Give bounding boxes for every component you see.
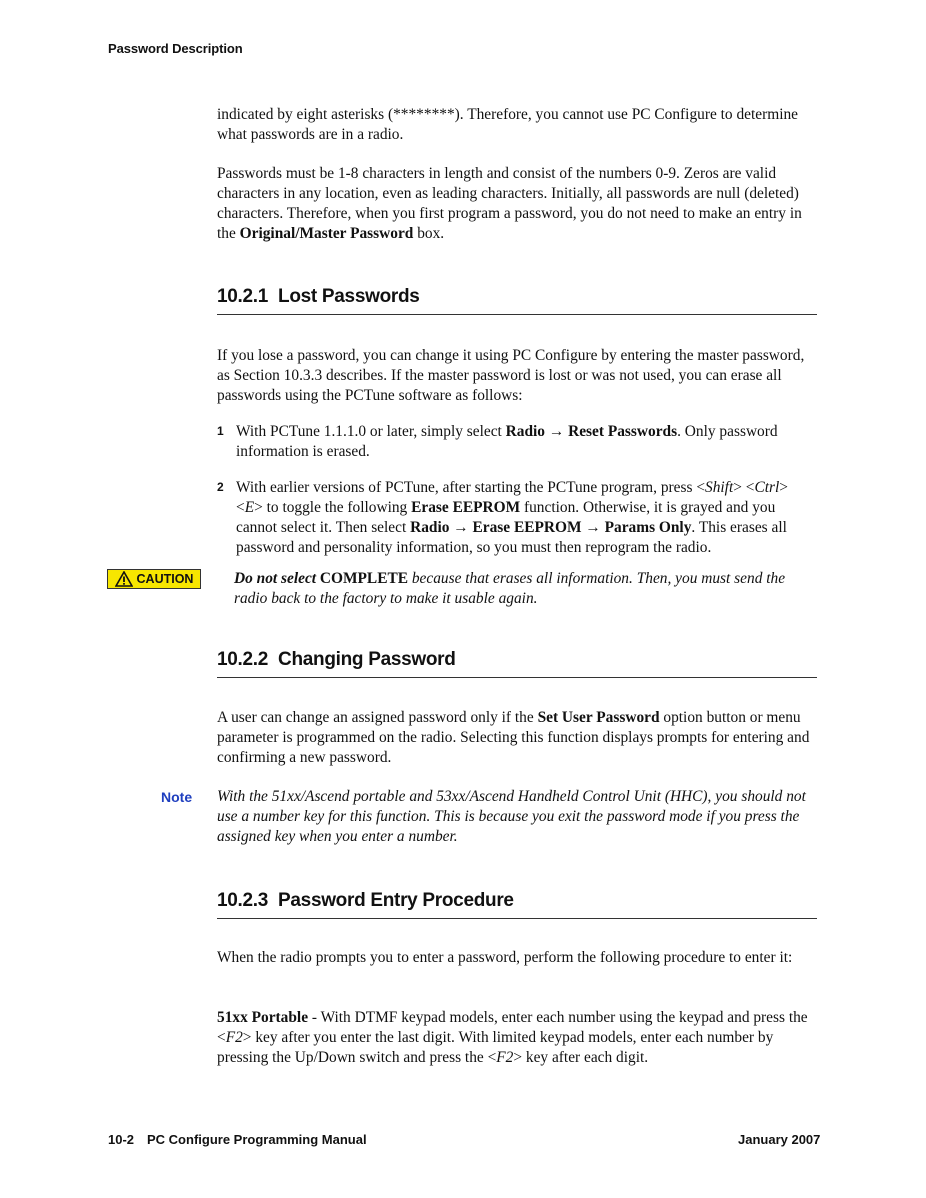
changing-text-c: option button or menu parameter is programmed on the radio. Selecting this function displays prompts for entering and confirming a new password.	[217, 709, 810, 766]
section-title: Lost Passwords	[278, 286, 420, 307]
password-entry-paragraph: When the radio prompts you to enter a password, perform the following procedure to enter it:	[217, 949, 793, 966]
intro-section	[217, 105, 817, 145]
step1-text-d: . Only password information is erased.	[236, 423, 778, 460]
menu-term-reset-passwords: Reset Passwords	[568, 423, 678, 440]
section-title: Password Entry Procedure	[278, 890, 514, 911]
note-label: Note	[161, 789, 193, 805]
footer-date: January 2007	[738, 1132, 821, 1147]
step2-text-c: > <	[236, 479, 788, 516]
caution-text-tail: because that erases all information. Then, you must send the radio back to the factory to make it usable again.	[234, 570, 786, 607]
portable-51xx-term: 51xx Portable	[217, 1009, 309, 1026]
step-text	[236, 478, 817, 558]
portable-51xx-block	[217, 1008, 817, 1068]
section-heading-changing-password	[217, 649, 817, 678]
menu-term-params-only: Params Only	[604, 519, 692, 536]
section-number: 10.2.2	[217, 649, 269, 670]
intro-p2-tail: box.	[413, 225, 445, 242]
step-text	[236, 422, 817, 462]
lost-passwords-intro-block	[217, 346, 817, 406]
arrow-icon: →	[581, 519, 605, 536]
intro-paragraph-2-block	[217, 164, 817, 244]
password-entry-intro-block	[217, 948, 817, 968]
step2-text-b: > <	[733, 479, 755, 496]
portable-text-b: - With DTMF keypad models, enter each number using the keypad and press the <	[217, 1009, 808, 1046]
arrow-icon: →	[545, 423, 569, 440]
portable-text-c: > key after you enter the last digit. With limited keypad models, enter each number by pressing the Up/Down switch and press the <	[217, 1029, 774, 1066]
step-number: 1	[217, 424, 224, 438]
key-shift: Shift	[705, 479, 734, 496]
note-block	[217, 787, 817, 847]
original-master-password-term: Original/Master Password	[239, 225, 414, 242]
intro-paragraph-2	[217, 164, 817, 244]
step2-text-a: With earlier versions of PCTune, after starting the PCTune program, press <	[236, 479, 706, 496]
set-user-password-term: Set User Password	[537, 709, 660, 726]
caution-emphasis: Do not select	[234, 570, 320, 587]
step2-text-d: > to toggle the following	[254, 499, 412, 516]
menu-term-radio: Radio	[505, 423, 545, 440]
menu-term-radio: Radio	[410, 519, 450, 536]
warning-triangle-icon	[115, 571, 133, 587]
running-header: Password Description	[108, 41, 243, 56]
step1-text-a: With PCTune 1.1.1.0 or later, simply select	[236, 423, 506, 440]
list-item	[217, 478, 817, 558]
menu-term-erase-eeprom: Erase EEPROM	[472, 519, 582, 536]
caution-term-complete: COMPLETE	[319, 570, 408, 587]
key-f2: F2	[496, 1049, 514, 1066]
caution-badge	[107, 569, 201, 589]
intro-paragraph-1: indicated by eight asterisks (********). Therefore, you cannot use PC Configure to determine what passwords are in a radio.	[217, 106, 798, 143]
section-heading-lost-passwords	[217, 286, 817, 315]
section-title: Changing Password	[278, 649, 456, 670]
caution-text-block	[234, 569, 819, 609]
note-text: With the 51xx/Ascend portable and 53xx/Ascend Handheld Control Unit (HHC), you should not use a number key for this function. This is because you exit the password mode if you press the assigned key when you enter a number.	[217, 788, 806, 845]
caution-text	[234, 569, 819, 609]
list-item	[217, 422, 817, 462]
step2-text-g: . This erases all password and personality information, so you must then reprogram the radio.	[236, 519, 787, 556]
section-number: 10.2.1	[217, 286, 269, 307]
arrow-icon: →	[449, 519, 473, 536]
key-ctrl: Ctrl	[754, 479, 780, 496]
key-e: E	[244, 499, 255, 516]
step-number: 2	[217, 480, 224, 494]
section-heading-password-entry	[217, 890, 817, 919]
intro-p2-text: Passwords must be 1-8 characters in length and consist of the numbers 0-9. Zeros are valid characters in any location, even as leading characters. Initially, all passwords are null (deleted) characters. Therefore, when you first program a password, you do not need to make an entry in the	[217, 165, 802, 242]
caution-label: CAUTION	[136, 572, 194, 586]
changing-text-a: A user can change an assigned password only if the	[217, 709, 538, 726]
portable-text-d: > key after each digit.	[513, 1049, 649, 1066]
changing-password-block	[217, 708, 817, 768]
section-number: 10.2.3	[217, 890, 269, 911]
menu-term-erase-eeprom: Erase EEPROM	[411, 499, 521, 516]
portable-51xx-paragraph	[217, 1008, 817, 1068]
key-f2: F2	[225, 1029, 243, 1046]
lost-passwords-paragraph: If you lose a password, you can change it using PC Configure by entering the master password, as Section 10.3.3 describes. If the master password is lost or was not used, you can erase all passwords using the PCTune software as follows:	[217, 347, 805, 404]
changing-password-paragraph	[217, 708, 817, 768]
footer-page-number: 10-2	[108, 1132, 135, 1147]
step2-text-f: function. Otherwise, it is grayed and you cannot select it. Then select	[236, 499, 776, 536]
footer-manual-title: PC Configure Programming Manual	[147, 1132, 367, 1147]
